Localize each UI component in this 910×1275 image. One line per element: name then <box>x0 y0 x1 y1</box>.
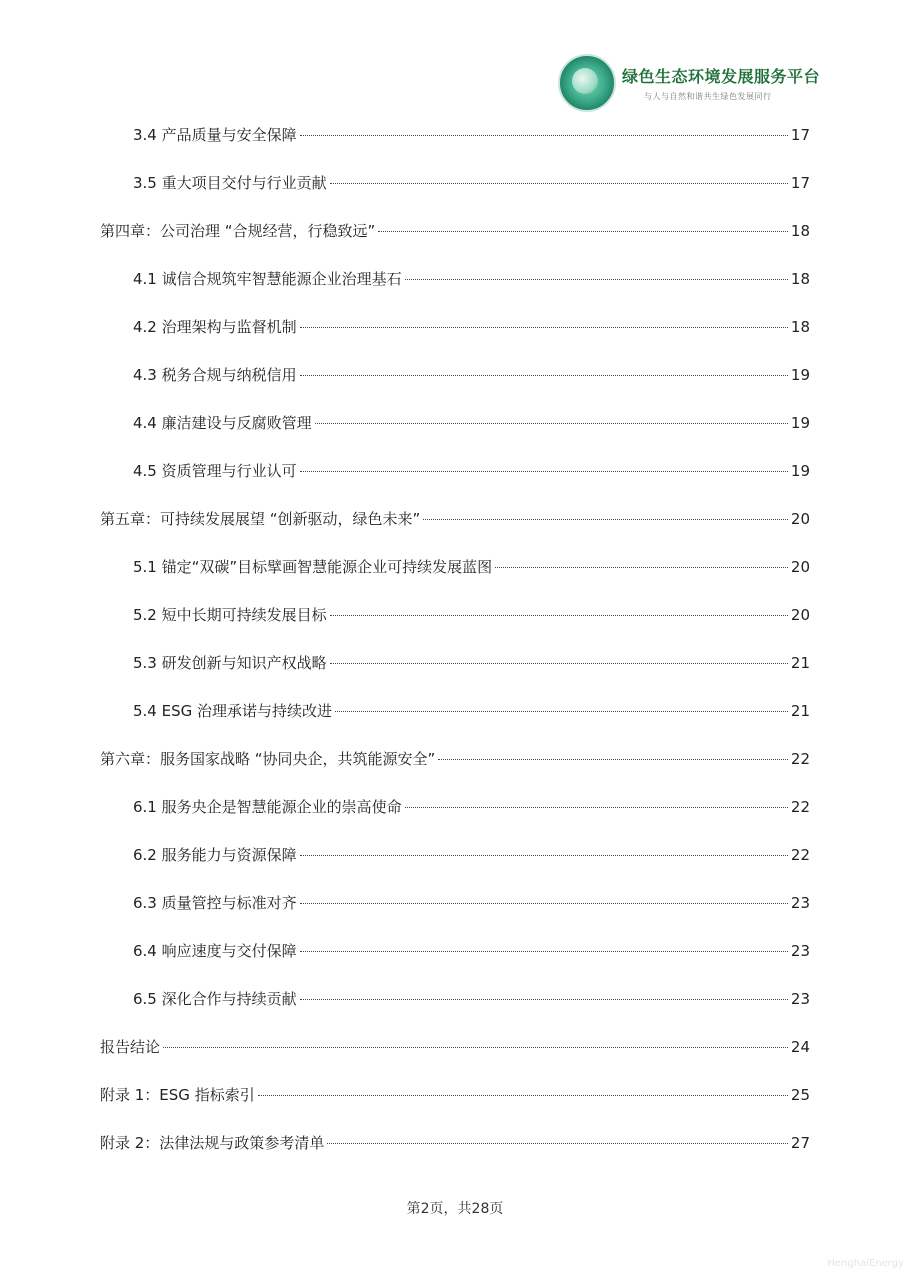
toc-entry-label: 4.1 诚信合规筑牢智慧能源企业治理基石 <box>133 270 402 288</box>
toc-entry[interactable] <box>133 365 810 385</box>
toc-entry[interactable] <box>133 413 810 433</box>
toc-entry-page: 20 <box>790 510 810 528</box>
toc-entry-label: 3.4 产品质量与安全保障 <box>133 126 297 144</box>
toc-entry[interactable] <box>133 941 810 961</box>
logo-title: 绿色生态环境发展服务平台 <box>622 67 821 86</box>
toc-leader-dots <box>405 279 788 280</box>
toc-chapter-entry[interactable] <box>100 221 810 241</box>
toc-entry-page: 20 <box>790 558 810 576</box>
logo-text-block <box>622 64 820 102</box>
toc-entry-label: 6.4 响应速度与交付保障 <box>133 942 297 960</box>
toc-leader-dots <box>330 615 788 616</box>
toc-entry-label: 4.2 治理架构与监督机制 <box>133 318 297 336</box>
toc-entry-page: 23 <box>790 894 810 912</box>
toc-leader-dots <box>423 519 788 520</box>
toc-entry-label: 报告结论 <box>100 1038 161 1056</box>
toc-entry[interactable] <box>133 989 810 1009</box>
toc-leader-dots <box>495 567 788 568</box>
toc-leader-dots <box>438 759 788 760</box>
toc-entry-page: 24 <box>790 1038 810 1056</box>
toc-entry-page: 18 <box>790 222 810 240</box>
toc-entry[interactable] <box>133 701 810 721</box>
toc-entry-page: 19 <box>790 462 810 480</box>
toc-entry[interactable] <box>133 557 810 577</box>
toc-entry-label: 5.1 锚定“双碳”目标擘画智慧能源企业可持续发展蓝图 <box>133 558 493 576</box>
toc-leader-dots <box>330 663 788 664</box>
toc-entry-page: 19 <box>790 414 810 432</box>
logo-emblem-icon <box>558 54 616 112</box>
toc-entry-page: 22 <box>790 846 810 864</box>
toc-entry-label: 第五章：可持续发展展望 “创新驱动，绿色未来” <box>100 510 421 528</box>
toc-entry-page: 17 <box>790 126 810 144</box>
toc-entry-label: 4.3 税务合规与纳税信用 <box>133 366 297 384</box>
toc-chapter-entry[interactable] <box>100 1133 810 1153</box>
toc-entry-label: 4.4 廉洁建设与反腐败管理 <box>133 414 312 432</box>
toc-entry-page: 23 <box>790 990 810 1008</box>
logo-subtitle: 与人与自然和谐共生绿色发展同行 <box>644 92 772 101</box>
toc-entry[interactable] <box>133 893 810 913</box>
toc-entry-page: 27 <box>790 1134 810 1152</box>
toc-leader-dots <box>258 1095 788 1096</box>
toc-entry-label: 5.2 短中长期可持续发展目标 <box>133 606 327 624</box>
toc-entry-label: 4.5 资质管理与行业认可 <box>133 462 297 480</box>
page-footer: 第2页，共28页 <box>406 1201 504 1217</box>
toc-chapter-entry[interactable] <box>100 1037 810 1057</box>
toc-leader-dots <box>300 999 788 1000</box>
toc-entry-page: 22 <box>790 798 810 816</box>
toc-entry-label: 6.3 质量管控与标准对齐 <box>133 894 297 912</box>
toc-entry[interactable] <box>133 605 810 625</box>
toc-leader-dots <box>315 423 788 424</box>
toc-leader-dots <box>300 951 788 952</box>
toc-entry-label: 第六章：服务国家战略 “协同央企，共筑能源安全” <box>100 750 436 768</box>
toc-entry-label: 附录 2：法律法规与政策参考清单 <box>100 1134 325 1152</box>
toc-chapter-entry[interactable] <box>100 509 810 529</box>
toc-entry-page: 19 <box>790 366 810 384</box>
toc-entry-label: 第四章：公司治理 “合规经营，行稳致远” <box>100 222 376 240</box>
toc-entry-page: 22 <box>790 750 810 768</box>
toc-entry-page: 23 <box>790 942 810 960</box>
toc-entry-page: 18 <box>790 270 810 288</box>
watermark-text: HenghaiEnergy <box>827 1258 904 1269</box>
toc-entry-page: 18 <box>790 318 810 336</box>
toc-chapter-entry[interactable] <box>100 749 810 769</box>
toc-entry[interactable] <box>133 317 810 337</box>
toc-leader-dots <box>300 327 788 328</box>
toc-entry-page: 17 <box>790 174 810 192</box>
toc-leader-dots <box>335 711 788 712</box>
toc-leader-dots <box>330 183 788 184</box>
toc-entry[interactable] <box>133 653 810 673</box>
toc-entry-page: 21 <box>790 654 810 672</box>
toc-leader-dots <box>405 807 788 808</box>
toc-leader-dots <box>163 1047 788 1048</box>
toc-chapter-entry[interactable] <box>100 1085 810 1105</box>
toc-entry[interactable] <box>133 173 810 193</box>
toc-entry-label: 6.2 服务能力与资源保障 <box>133 846 297 864</box>
toc-entry-label: 附录 1：ESG 指标索引 <box>100 1086 255 1104</box>
toc-entry-label: 6.5 深化合作与持续贡献 <box>133 990 297 1008</box>
platform-logo <box>558 55 821 111</box>
toc-leader-dots <box>300 903 788 904</box>
toc-entry-page: 21 <box>790 702 810 720</box>
toc-leader-dots <box>300 471 788 472</box>
toc-entry-label: 6.1 服务央企是智慧能源企业的崇高使命 <box>133 798 402 816</box>
toc-entry[interactable] <box>133 845 810 865</box>
toc-leader-dots <box>378 231 788 232</box>
toc-leader-dots <box>327 1143 788 1144</box>
toc-entry[interactable] <box>133 797 810 817</box>
toc-leader-dots <box>300 855 788 856</box>
toc-leader-dots <box>300 375 788 376</box>
toc-entry-page: 20 <box>790 606 810 624</box>
toc-entry-page: 25 <box>790 1086 810 1104</box>
toc-entry-label: 5.4 ESG 治理承诺与持续改进 <box>133 702 333 720</box>
toc-entry[interactable] <box>133 125 810 145</box>
toc-entry-label: 5.3 研发创新与知识产权战略 <box>133 654 327 672</box>
toc-entry[interactable] <box>133 461 810 481</box>
toc-entry[interactable] <box>133 269 810 289</box>
toc-entry-label: 3.5 重大项目交付与行业贡献 <box>133 174 327 192</box>
toc-leader-dots <box>300 135 788 136</box>
